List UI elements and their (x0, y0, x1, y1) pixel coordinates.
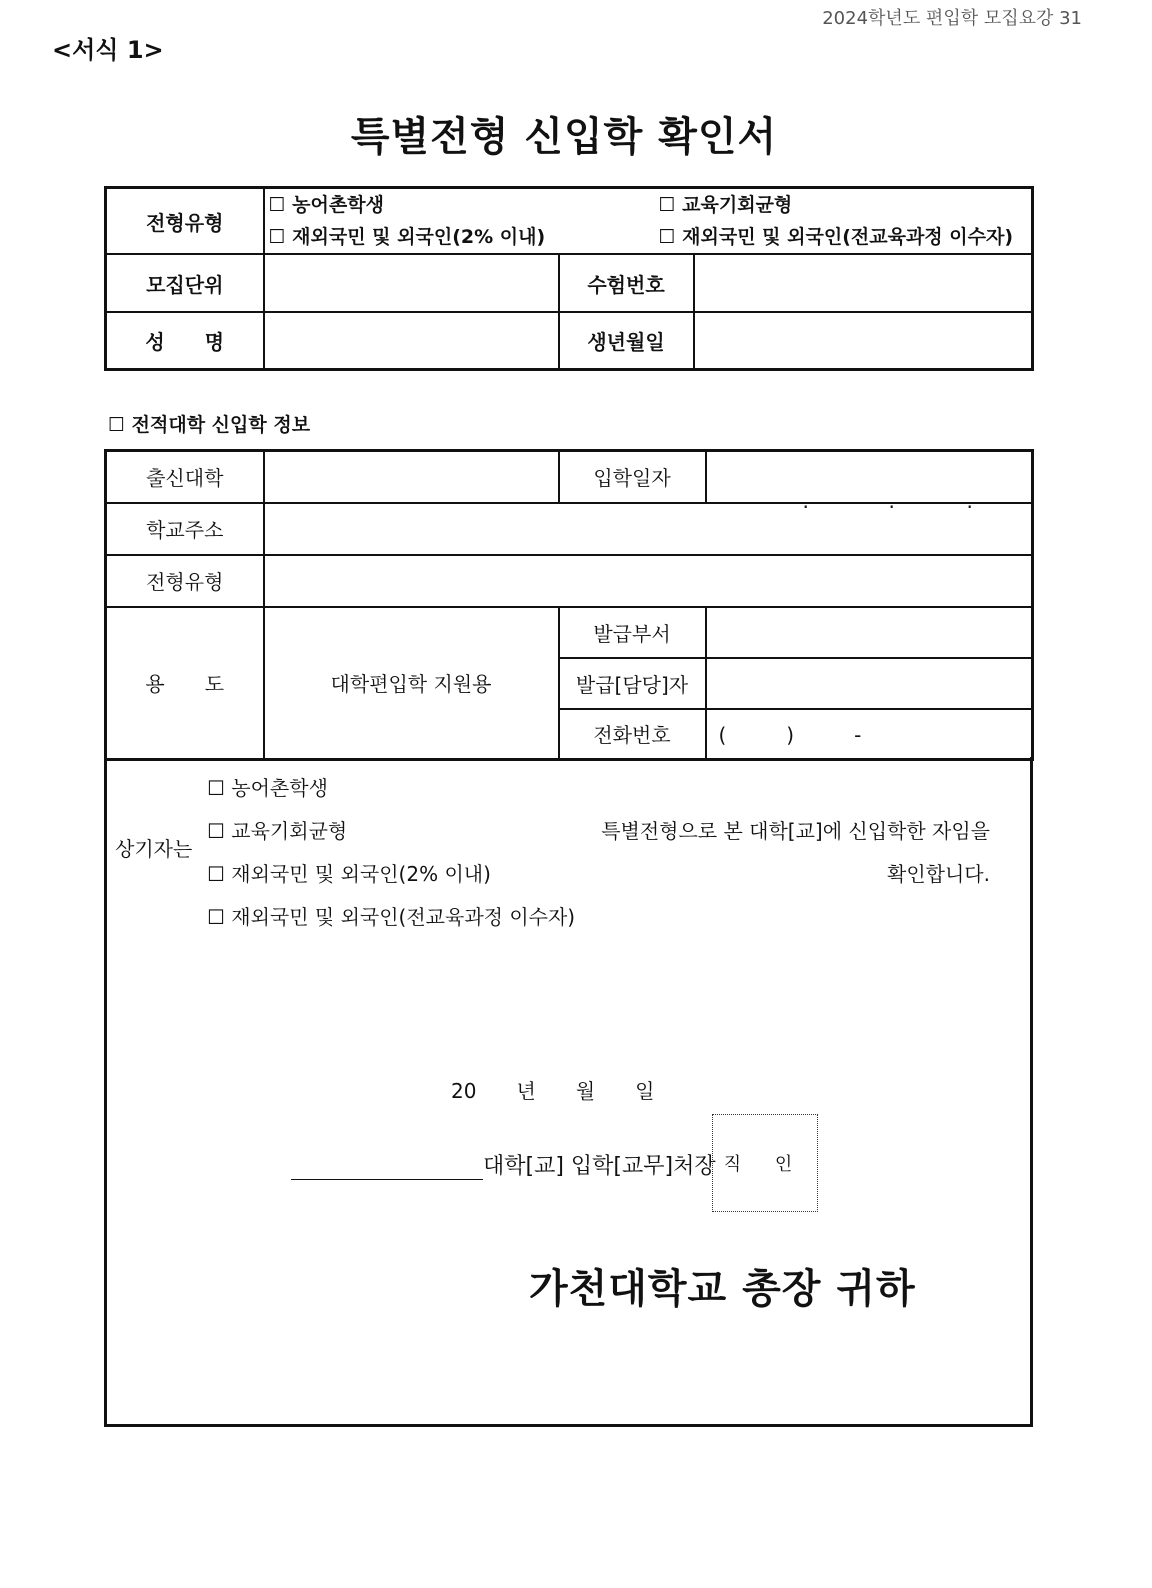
confirmation-options (207, 767, 575, 939)
unit-label: 모집단위 (106, 254, 264, 312)
phone-label: 전화번호 (559, 709, 706, 760)
confirm-option-overseas-2pct[interactable]: ☐ 재외국민 및 외국인(2% 이내) (207, 862, 491, 886)
confirm-option-overseas-full[interactable]: ☐ 재외국민 및 외국인(전교육과정 이수자) (207, 905, 576, 929)
exam-no-label: 수험번호 (559, 254, 694, 312)
exam-no-field[interactable] (694, 254, 1033, 312)
university-label: 출신대학 (106, 451, 264, 503)
date-dot-month: . (888, 488, 895, 513)
option-equal-opportunity[interactable]: ☐ 교육기회균형 (658, 194, 793, 216)
admission-date-field[interactable] (706, 451, 1033, 513)
purpose-label: 용 도 (106, 607, 264, 760)
admission-date-label: 입학일자 (559, 451, 706, 503)
applicant-table (104, 186, 1034, 371)
recipient: 가천대학교 총장 귀하 (529, 1266, 916, 1312)
section-title: ☐ 전적대학 신입학 정보 (108, 414, 311, 436)
page-title: 특별전형 신입학 확인서 (350, 114, 778, 160)
university-field[interactable] (264, 451, 559, 503)
statement-line-1: 특별전형으로 본 대학[교]에 신입학한 자임을 (601, 819, 990, 843)
prior-type-label: 전형유형 (106, 555, 264, 607)
issuing-dept-field[interactable] (706, 607, 1033, 658)
date-line: 20 년 월 일 (451, 1079, 655, 1103)
unit-field[interactable] (264, 254, 559, 312)
confirmation-box (104, 757, 1033, 1427)
page-header: 2024학년도 편입학 모집요강 31 (822, 8, 1082, 29)
confirm-option-rural[interactable]: ☐ 농어촌학생 (207, 776, 328, 800)
university-name-field[interactable] (291, 1157, 483, 1180)
birth-label: 생년월일 (559, 312, 694, 369)
type-label: 전형유형 (106, 188, 264, 255)
form-number: <서식 1> (52, 36, 164, 64)
statement-line-2: 확인합니다. (887, 862, 990, 886)
confirmation-statement (601, 810, 990, 896)
signer-line (291, 1149, 716, 1180)
purpose-value: 대학편입학 지원용 (264, 607, 559, 760)
address-field[interactable] (264, 503, 1033, 555)
signer-title: 대학[교] 입학[교무]처장 (483, 1154, 716, 1179)
subject-label: 상기자는 (115, 837, 193, 861)
issuer-label: 발급[담당]자 (559, 658, 706, 709)
issuing-dept-label: 발급부서 (559, 607, 706, 658)
name-label: 성 명 (106, 312, 264, 369)
option-rural[interactable]: ☐ 농어촌학생 (268, 194, 384, 216)
prior-university-table (104, 449, 1034, 761)
prior-type-field[interactable] (264, 555, 1033, 607)
option-overseas-full[interactable]: ☐ 재외국민 및 외국인(전교육과정 이수자) (658, 226, 1014, 248)
birth-field[interactable] (694, 312, 1033, 369)
option-overseas-2pct[interactable]: ☐ 재외국민 및 외국인(2% 이내) (268, 226, 546, 248)
address-label: 학교주소 (106, 503, 264, 555)
issuer-field[interactable] (706, 658, 1033, 709)
type-options (264, 188, 1033, 255)
official-seal-box (712, 1114, 818, 1212)
confirm-option-equal-opportunity[interactable]: ☐ 교육기회균형 (207, 819, 348, 843)
name-field[interactable] (264, 312, 559, 369)
seal-text: 직 인 (723, 1154, 807, 1175)
phone-field[interactable]: ( ) - (706, 709, 1033, 760)
date-dot-year: . (802, 488, 809, 513)
date-dot-day: . (966, 488, 973, 513)
